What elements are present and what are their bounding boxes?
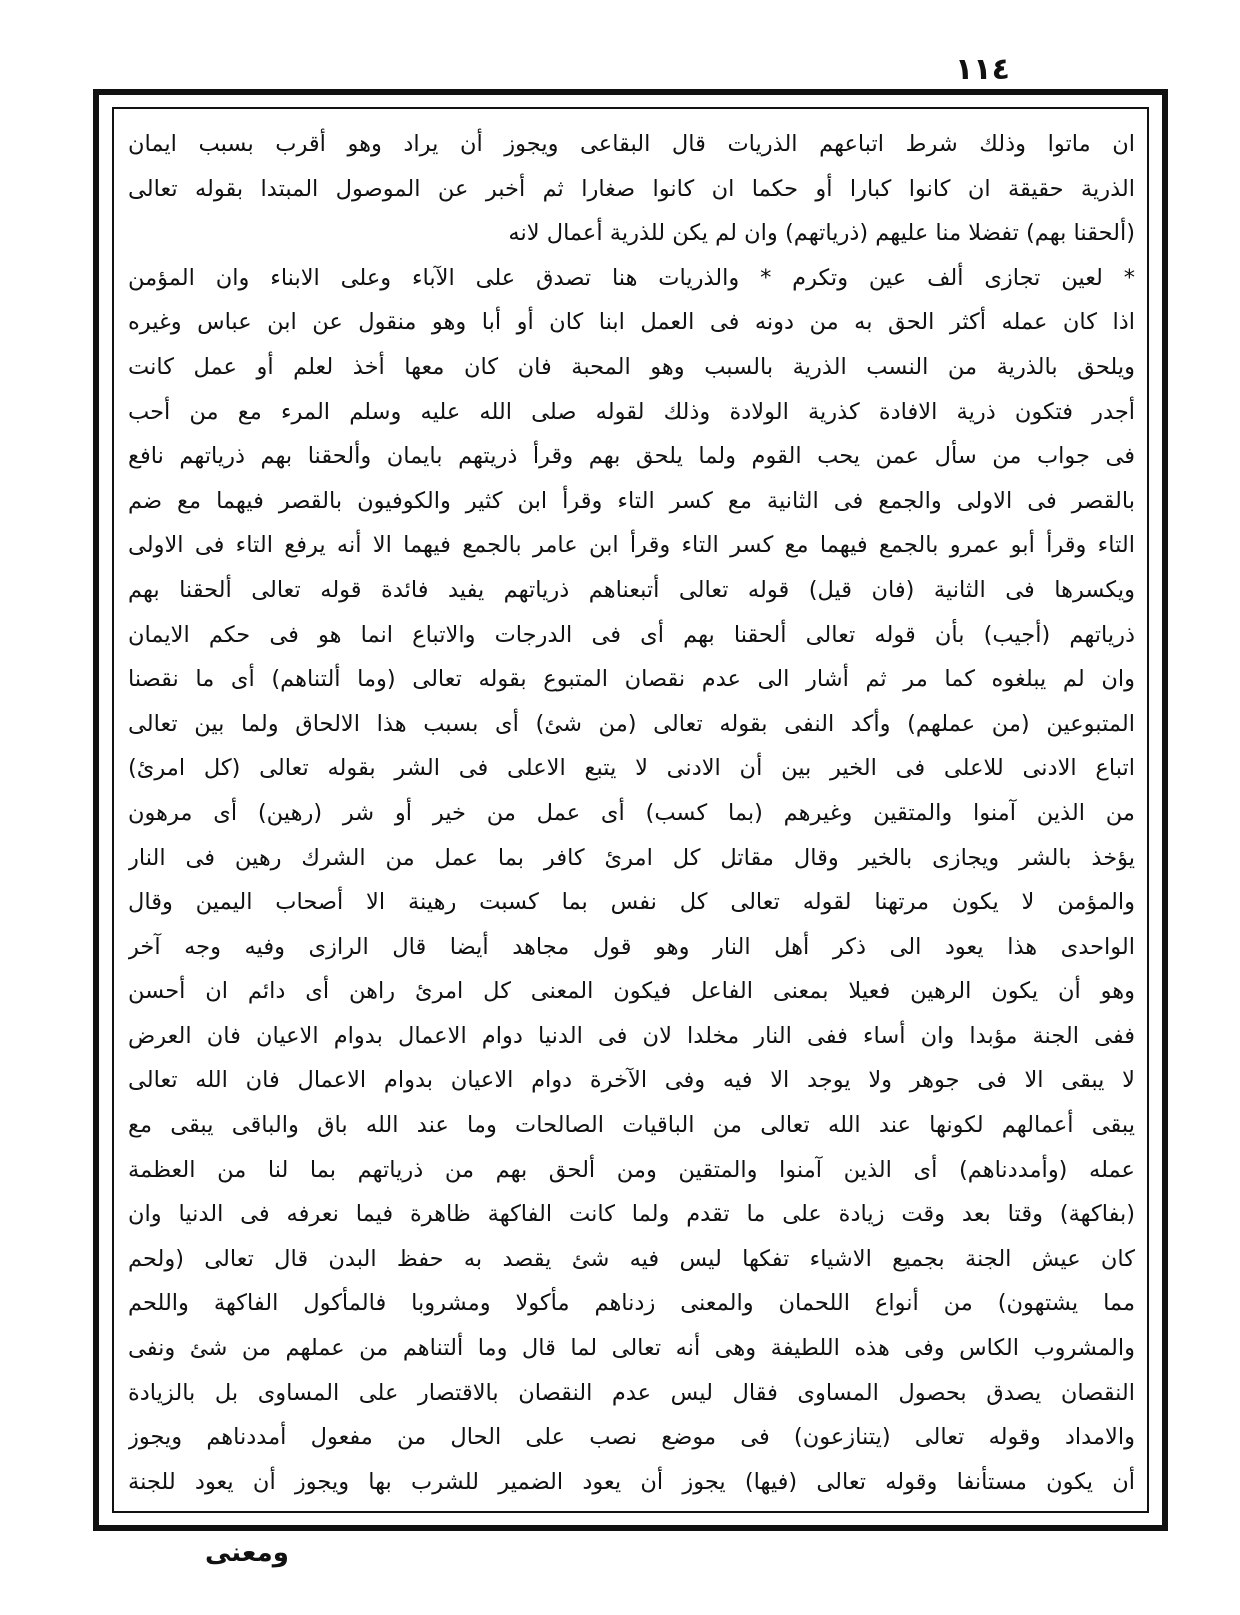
text-line-7: أجدر فتكون ذرية الافادة كذرية الولادة وذلك لقوله صلى الله عليه وسلم المرء مع من أحب	[128, 398, 1135, 425]
text-line-30: والامداد وقوله تعالى (يتنازعون) فى موضع نصب على الحال من مفعول أمددناهم ويجوز	[128, 1424, 1135, 1451]
text-line-23: يبقى أعمالهم لكونها عند الله تعالى من الباقيات الصالحات وما عند الله باق والباقى يبقى مع	[128, 1112, 1135, 1139]
text-line-11: ويكسرها فى الثانية (فان قيل) قوله تعالى أتبعناهم ذرياتهم يفيد فائدة قوله تعالى ألحقنا بهم	[128, 576, 1135, 603]
text-line-8: فى جواب من سأل عمن يحب القوم ولما يلحق بهم وقرأ ذريتهم بايمان وألحقنا بهم ذرياتهم نافع	[128, 443, 1135, 470]
text-line-10: التاء وقرأ أبو عمرو بالجمع فيهما مع كسر التاء وقرأ ابن عامر بالجمع فيهما الا أنه يرفع التاء فى الاولى	[128, 532, 1135, 559]
text-line-24: عمله (وأمددناهم) أى الذين آمنوا والمتقين ومن ألحق بهم من ذرياتهم بما لنا من العظمة	[128, 1156, 1135, 1183]
text-line-27: مما يشتهون) من أنواع اللحمان والمعنى زدناهم مأكولا ومشروبا فالمأكول الفاكهة واللحم	[128, 1290, 1135, 1317]
text-line-2: الذرية حقيقة ان كانوا كبارا أو حكما ان كانوا صغارا ثم أخبر عن الموصول المبتدا بقوله تعالى	[128, 175, 1135, 202]
text-line-31: أن يكون مستأنفا وقوله تعالى (فيها) يجوز أن يعود الضمير للشرب بها ويجوز أن يعود للجنة	[128, 1468, 1135, 1495]
text-line-5: اذا كان عمله أكثر الحق به من دونه فى العمل ابنا كان أو أبا وهو منقول عن ابن عباس وغيره	[128, 309, 1135, 336]
catchword: ومعنى	[205, 1538, 289, 1568]
text-line-22: لا يبقى الا فى جوهر ولا يوجد الا فيه وفى الآخرة دوام الاعيان بدوام الاعمال فان الله تعالى	[128, 1067, 1135, 1094]
main-text-block	[128, 122, 1135, 1504]
text-line-1: ان ماتوا وذلك شرط اتباعهم الذريات قال البقاعى ويجوز أن يراد وهو أقرب بسبب ايمان	[128, 131, 1135, 157]
text-line-29: النقصان يصدق بحصول المساوى فقال ليس عدم النقصان بالاقتصار على المساوى بل بالزيادة	[128, 1379, 1135, 1406]
text-line-17: يؤخذ بالشر ويجازى بالخير وقال مقاتل كل امرئ كافر بما عمل من الشرك رهين فى النار	[128, 844, 1135, 871]
text-line-9: بالقصر فى الاولى والجمع فى الثانية مع كسر التاء وقرأ ابن كثير والكوفيون بالقصر فيهما مع ضم	[128, 487, 1135, 514]
page-number: ١١٤	[955, 52, 1010, 87]
text-line-28: والمشروب الكاس وفى هذه اللطيفة وهى أنه تعالى لما قال وما ألتناهم من عملهم من شئ ونفى	[128, 1335, 1135, 1362]
text-line-3: (ألحقنا بهم) تفضلا منا عليهم (ذرياتهم) وان لم يكن للذرية أعمال لانه	[508, 220, 1135, 247]
text-line-4: * لعين تجازى ألف عين وتكرم * والذريات هنا تصدق على الآباء وعلى الابناء وان المؤمن	[128, 264, 1135, 291]
text-line-21: ففى الجنة مؤبدا وان أساء ففى النار مخلدا لان فى الدنيا دوام الاعمال بدوام الاعيان فان العرض	[128, 1022, 1135, 1049]
text-line-18: والمؤمن لا يكون مرتهنا لقوله تعالى كل نفس بما كسبت رهينة الا أصحاب اليمين وقال	[128, 889, 1135, 916]
text-line-13: وان لم يبلغوه كما مر ثم أشار الى عدم نقصان المتبوع بقوله تعالى (وما ألتناهم) أى ما نقصنا	[128, 666, 1135, 693]
text-line-6: ويلحق بالذرية من النسب الذرية بالسبب وهو المحبة فان كان معها أخذ لعلم أو عمل كانت	[128, 353, 1135, 380]
text-line-16: من الذين آمنوا والمتقين وغيرهم (بما كسب) أى عمل من خير أو شر (رهين) أى مرهون	[128, 799, 1135, 826]
text-line-20: وهو أن يكون الرهين فعيلا بمعنى الفاعل فيكون المعنى كل امرئ راهن أى دائم ان أحسن	[128, 978, 1135, 1005]
text-line-15: اتباع الادنى للاعلى فى الخير بين أن الادنى لا يتبع الاعلى فى الشر بقوله تعالى (كل امرئ)	[128, 755, 1135, 782]
text-line-25: (بفاكهة) وقتا بعد وقت زيادة على ما تقدم ولما كانت الفاكهة ظاهرة فيما نعرفه فى الدنيا وان	[128, 1201, 1135, 1228]
text-line-19: الواحدى هذا يعود الى ذكر أهل النار وهو قول مجاهد أيضا قال الرازى وفيه وجه آخر	[128, 933, 1135, 960]
text-line-26: كان عيش الجنة بجميع الاشياء تفكها ليس فيه شئ يقصد به حفظ البدن قال تعالى (ولحم	[128, 1245, 1135, 1272]
text-line-14: المتبوعين (من عملهم) وأكد النفى بقوله تعالى (من شئ) أى بسبب هذا الالحاق ولما بين تعالى	[128, 710, 1135, 737]
text-line-12: ذرياتهم (أجيب) بأن قوله تعالى ألحقنا بهم أى فى الدرجات والاتباع انما هو فى حكم الايمان	[128, 621, 1135, 648]
